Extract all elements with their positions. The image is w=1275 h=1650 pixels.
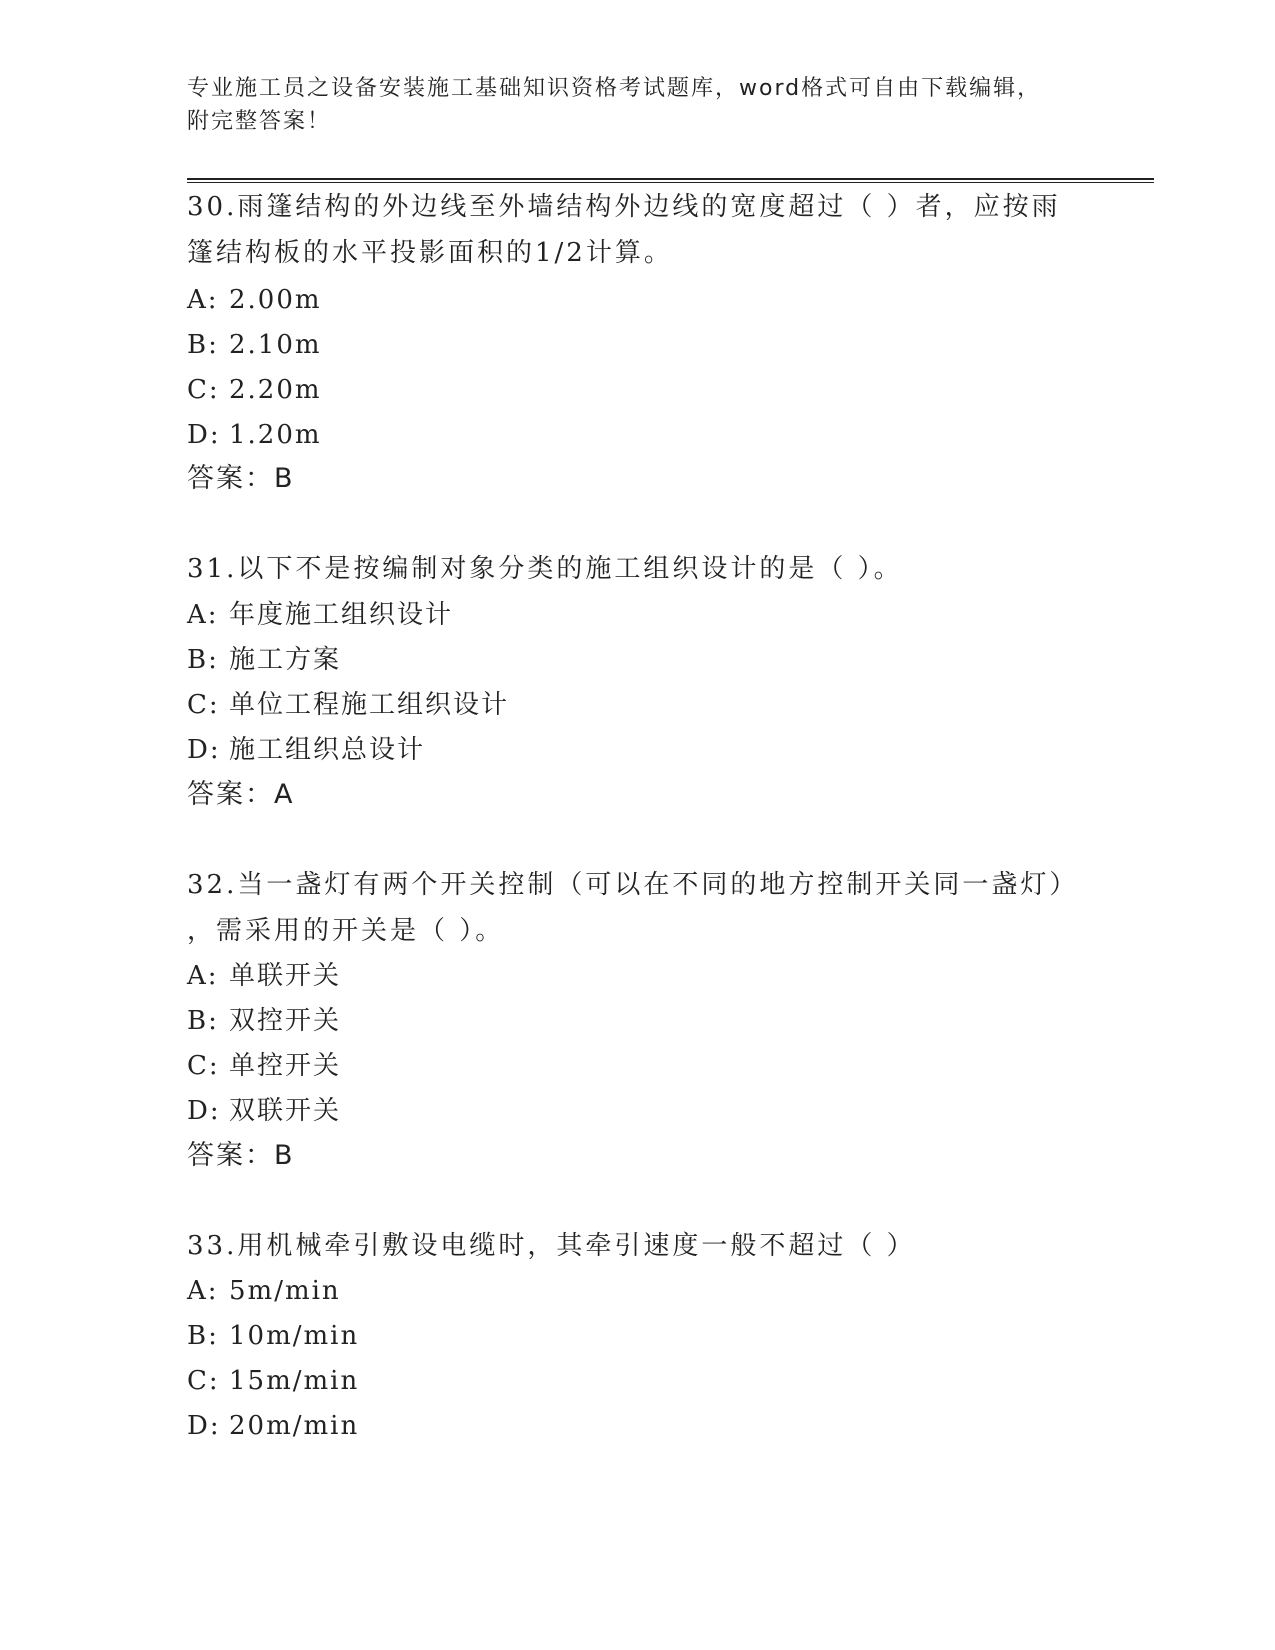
option-letter: A: bbox=[187, 285, 219, 315]
question-stem-line-1: 30.雨篷结构的外边线至外墙结构外边线的宽度超过（ ）者，应按雨 bbox=[187, 192, 1061, 222]
option-text: 单联开关 bbox=[229, 961, 342, 991]
question-stem bbox=[187, 862, 1087, 954]
option-text: 年度施工组织设计 bbox=[229, 600, 454, 630]
answer: 答案：A bbox=[187, 779, 295, 810]
option-text: 单控开关 bbox=[229, 1051, 342, 1081]
header-line-1: 专业施工员之设备安装施工基础知识资格考试题库，word格式可自由下载编辑， bbox=[187, 76, 1042, 101]
option-text: 2.00m bbox=[229, 285, 322, 315]
option-a bbox=[187, 277, 322, 323]
header-divider bbox=[187, 178, 1154, 183]
option-letter: B: bbox=[187, 330, 219, 360]
question-stem-line-2: ，需采用的开关是（ ）。 bbox=[187, 916, 505, 946]
option-letter: D: bbox=[187, 735, 221, 765]
option-text: 施工方案 bbox=[229, 645, 342, 675]
option-text: 单位工程施工组织设计 bbox=[229, 690, 510, 720]
question-stem bbox=[187, 546, 1087, 592]
option-letter: C: bbox=[187, 1366, 220, 1396]
option-c bbox=[187, 682, 509, 728]
option-letter: D: bbox=[187, 1411, 221, 1441]
option-text: 2.20m bbox=[229, 375, 322, 405]
option-letter: D: bbox=[187, 420, 221, 450]
option-d bbox=[187, 412, 322, 458]
header-line-2: 附完整答案！ bbox=[187, 109, 332, 134]
option-a bbox=[187, 953, 341, 999]
option-letter: C: bbox=[187, 375, 220, 405]
option-c bbox=[187, 1043, 341, 1089]
option-text: 施工组织总设计 bbox=[229, 735, 426, 765]
option-letter: D: bbox=[187, 1096, 221, 1126]
option-letter: C: bbox=[187, 690, 220, 720]
answer: 答案：B bbox=[187, 463, 295, 494]
option-a bbox=[187, 592, 453, 638]
question-stem bbox=[187, 1223, 1087, 1269]
option-b bbox=[187, 322, 322, 368]
option-a bbox=[187, 1268, 341, 1314]
option-letter: B: bbox=[187, 1006, 219, 1036]
option-c bbox=[187, 367, 322, 413]
option-d bbox=[187, 1403, 359, 1449]
option-letter: B: bbox=[187, 645, 219, 675]
option-text: 20m/min bbox=[229, 1411, 360, 1441]
option-d bbox=[187, 1088, 341, 1134]
question-stem-line-1: 33.用机械牵引敷设电缆时，其牵引速度一般不超过（ ） bbox=[187, 1231, 916, 1261]
option-letter: A: bbox=[187, 600, 219, 630]
option-text: 5m/min bbox=[229, 1276, 341, 1306]
option-b bbox=[187, 998, 341, 1044]
question-stem-line-1: 32.当一盏灯有两个开关控制（可以在不同的地方控制开关同一盏灯） bbox=[187, 870, 1079, 900]
option-letter: A: bbox=[187, 961, 219, 991]
option-letter: A: bbox=[187, 1276, 219, 1306]
option-b bbox=[187, 637, 341, 683]
question-stem bbox=[187, 184, 1087, 276]
option-b bbox=[187, 1313, 359, 1359]
option-text: 双控开关 bbox=[229, 1006, 342, 1036]
option-text: 10m/min bbox=[229, 1321, 360, 1351]
document-header bbox=[187, 72, 1087, 138]
question-stem-line-1: 31.以下不是按编制对象分类的施工组织设计的是（ ）。 bbox=[187, 554, 903, 584]
option-d bbox=[187, 727, 425, 773]
option-text: 双联开关 bbox=[229, 1096, 342, 1126]
option-letter: B: bbox=[187, 1321, 219, 1351]
question-stem-line-2: 篷结构板的水平投影面积的1/2计算。 bbox=[187, 238, 673, 268]
answer: 答案：B bbox=[187, 1140, 295, 1171]
option-c bbox=[187, 1358, 359, 1404]
option-letter: C: bbox=[187, 1051, 220, 1081]
option-text: 1.20m bbox=[229, 420, 322, 450]
option-text: 15m/min bbox=[229, 1366, 360, 1396]
option-text: 2.10m bbox=[229, 330, 322, 360]
